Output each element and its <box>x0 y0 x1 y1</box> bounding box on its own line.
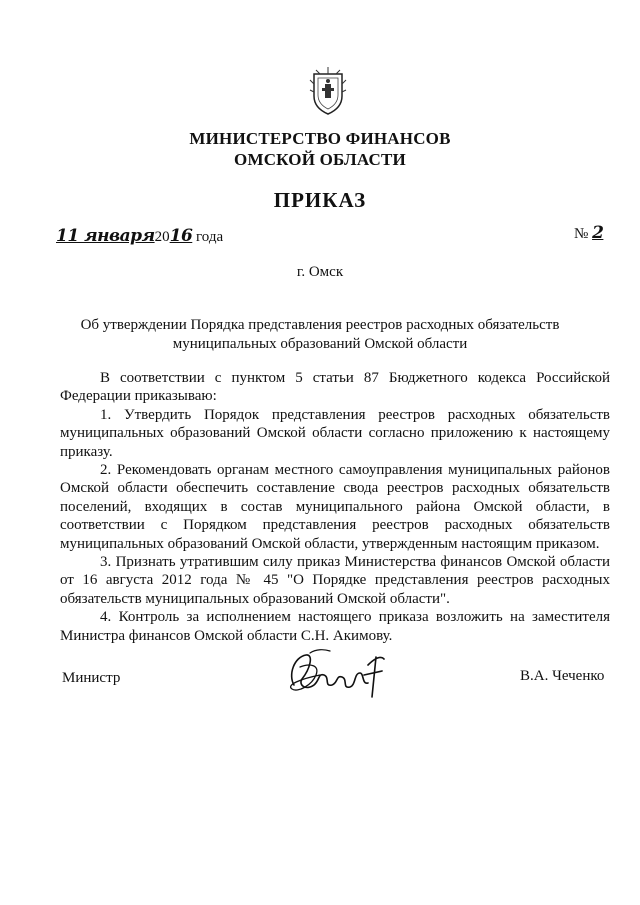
order-item-4: 4. Контроль за исполнением настоящего приказа возложить на заместителя Министра финансов Омской области С.Н. Акимову. <box>60 609 610 644</box>
order-item-2: 2. Рекомендовать органам местного самоуправления муниципальных районов Омской области обеспечить составление свода реестров расходных обязательств поселений, входящих в состав муниципального района Омской области, в соответствии с Порядком представления реестров расходных обязательств муниципальных образований Омской области, утвержденным настоящим приказом. <box>60 462 610 552</box>
year-prefix: 20 <box>154 229 170 245</box>
signatory-title: Министр <box>62 670 121 686</box>
handwritten-signature-icon <box>280 645 400 707</box>
order-number <box>574 223 603 243</box>
document-type: ПРИКАЗ <box>273 188 367 212</box>
subject-line1: Об утверждении Порядка представления реестров расходных обязательств <box>80 317 560 333</box>
signatory-name: В.А. Чеченко <box>520 668 605 684</box>
order-item-3: 3. Признать утратившим силу приказ Министерства финансов Омской области от 16 августа 2012 года № 45 "О Порядке представления реестров расходных обязательств муниципальных образований Омской области". <box>60 554 610 607</box>
order-subject <box>70 316 570 354</box>
order-item-1: 1. Утвердить Порядок представления реестров расходных обязательств муниципальных образований Омской области согласно приложению к настоящему приказу. <box>60 406 610 460</box>
preamble: В соответствии с пунктом 5 статьи 87 Бюджетного кодекса Российской Федерации приказываю: <box>60 370 610 405</box>
order-body <box>60 369 610 645</box>
date-suffix: года <box>196 229 224 245</box>
ministry-name-line1: МИНИСТЕРСТВО ФИНАНСОВ <box>189 129 451 148</box>
order-date <box>56 226 223 246</box>
handwritten-date: 11 января <box>56 226 155 246</box>
ministry-name-line2: ОМСКОЙ ОБЛАСТИ <box>234 150 406 169</box>
handwritten-year: 16 <box>169 226 193 246</box>
city: г. Омск <box>296 264 344 280</box>
number-label: № <box>574 226 589 242</box>
omsk-coat-of-arms-icon <box>308 66 348 116</box>
subject-line2: муниципальных образований Омской области <box>172 336 468 352</box>
handwritten-number: 2 <box>592 223 604 243</box>
